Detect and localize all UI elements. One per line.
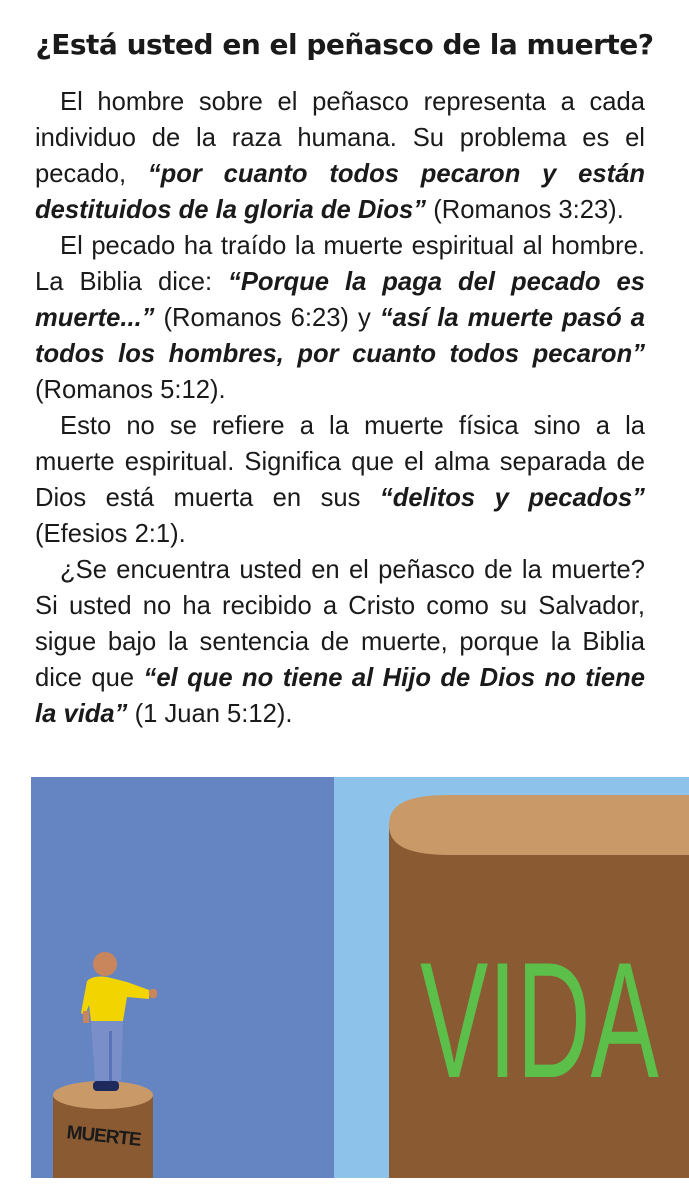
body-text <box>35 84 645 732</box>
paragraph-2 <box>35 228 645 408</box>
muerte-label: MUERTE <box>65 1122 142 1151</box>
scripture-quote: “así la muerte pasó a todos los hombres, por cuanto todos pecaron” <box>35 304 645 368</box>
paragraph-text: ¿Se encuentra usted en el peñasco de la muerte? Si usted no ha recibido a Cristo como su Salvador, sigue bajo la sentencia de muerte, porque la Biblia dice que <box>35 556 645 692</box>
death-rock <box>53 1081 153 1178</box>
illustration <box>31 777 689 1178</box>
illustration-svg <box>31 777 689 1178</box>
life-rock <box>389 795 689 1178</box>
scripture-quote: “por cuanto todos pecaron y están destituidos de la gloria de Dios” <box>35 160 645 224</box>
scripture-quote: “delitos y pecados” <box>379 484 645 512</box>
scripture-quote: “el que no tiene al Hijo de Dios no tiene la vida” <box>35 664 645 728</box>
paragraph-text: Esto no se refiere a la muerte física sino a la muerte espiritual. Significa que el alma separada de Dios está muerta en sus <box>35 412 645 512</box>
paragraph-text: (Romanos 5:12). <box>35 376 226 404</box>
paragraph-text: (1 Juan 5:12). <box>127 700 293 728</box>
paragraph-3 <box>35 408 645 552</box>
paragraph-4 <box>35 552 645 732</box>
paragraph-text: El pecado ha traído la muerte espiritual al hombre. La Biblia dice: <box>35 232 645 296</box>
paragraph-text: (Romanos 3:23). <box>426 196 624 224</box>
scripture-quote: “Porque la paga del pecado es muerte...” <box>35 268 645 332</box>
paragraph-text: (Efesios 2:1). <box>35 520 186 548</box>
vida-label: VIDA <box>420 929 659 1114</box>
paragraph-1 <box>35 84 645 228</box>
page-title: ¿Está usted en el peñasco de la muerte? <box>35 28 654 61</box>
paragraph-text: (Romanos 6:23) y <box>154 304 380 332</box>
paragraph-text: El hombre sobre el peñasco representa a cada individuo de la raza humana. Su problema es el pecado, <box>35 88 645 188</box>
